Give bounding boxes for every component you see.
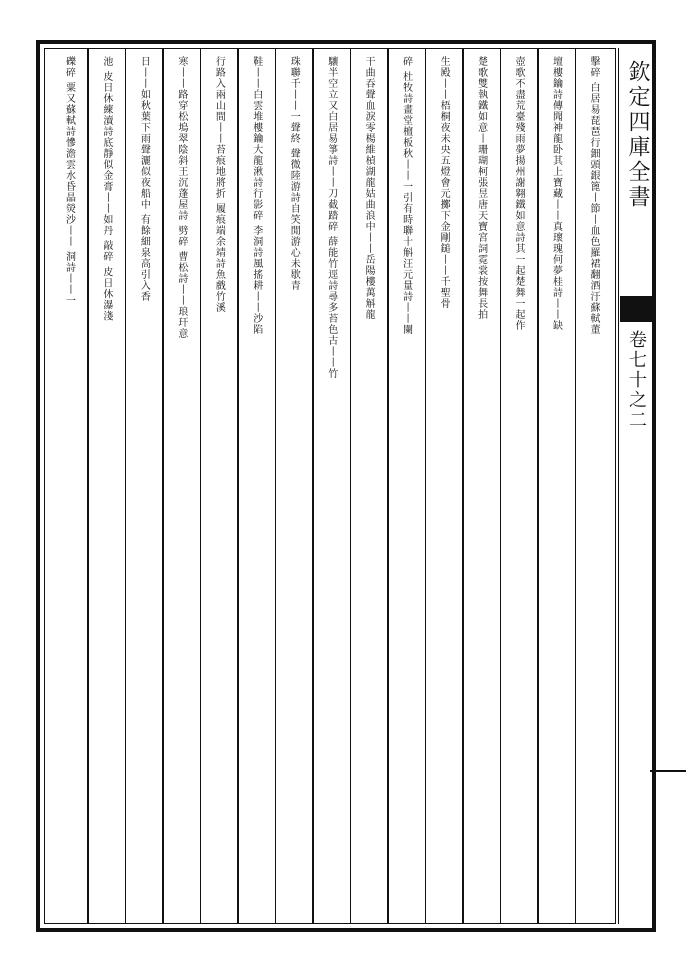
column-rule (575, 48, 577, 924)
text-column: 楚歌雙執鐵如意丨珊瑚柯張昱唐天寶宮詞霓裳按舞長拍 (475, 56, 487, 320)
book-title: 欽定四庫全書 (625, 60, 650, 210)
column-rule (162, 48, 164, 924)
column-rule (350, 48, 352, 924)
text-column: 礫碎 粟又蘇軾詩慘澹雲水昏晶熒沙丨丨 洞詩丨丨一 (63, 56, 75, 307)
text-column: 干曲吞聲血淚零楊維楨湖龍姑曲浪中丨丨岳陽樓萬斛龍 (363, 56, 375, 320)
column-rule (200, 48, 202, 924)
column-rule (462, 48, 464, 924)
column-rule (425, 48, 427, 924)
column-rule (537, 48, 539, 924)
text-column: 行路入兩山間丨丨苔痕地將折 履痕端余靖詩魚戲竹溪 (213, 56, 225, 314)
column-rule (312, 48, 314, 924)
volume-label: 卷七十之二 (626, 330, 647, 430)
column-rule (125, 48, 127, 924)
text-column: 生殿丨丨梧桐夜未央五燈會元擲下金剛鎚丨丨千聖骨 (438, 56, 450, 309)
text-column: 碎 杜牧詩畫堂檀板秋丨丨一引有時聯十斛汪元量詩丨丨闌 (400, 56, 412, 336)
text-column: 珠聯千丨丨一聲終 聲微陸游詩自笑閒游心未歇青 (288, 56, 300, 292)
column-rule (275, 48, 277, 924)
text-column: 日丨丨如秋葉下雨聲灑似夜船中 有餘細泉高引入香 (138, 56, 150, 303)
column-rule (87, 48, 89, 924)
column-rule (500, 48, 502, 924)
column-rule (237, 48, 239, 924)
text-column: 池 皮日休練瀆詩底靜似金膏丨丨如丹 敲碎 皮日休瀑淺 (100, 56, 112, 322)
text-column: 壺歌不盡荒臺殘雨夢揚州謝翱鐵如意詩其一起楚舞一起作 (513, 56, 525, 331)
text-column: 壇樓鑰詩傳聞神龍卧其上寶藏丨丨真瓌瑰何夢桂詩丨丨缺 (550, 56, 562, 331)
text-column: 寒丨丨路穿松塢翠陰斜王沉蓬屋詩 劈碎 曹松詩丨丨琅玕意 (175, 56, 187, 340)
text-column: 擊碎 白居易琵琶行鈿頭銀篦丨節丨血色羅裙翻酒汙蘇軾董 (587, 56, 599, 336)
margin-tick (650, 770, 686, 772)
fishtail-mark (620, 296, 652, 322)
text-column: 鞋丨丨白雲堆樓鑰大龍湫詩行影碎 李洞詩風搖耕丨丨沙陷 (250, 56, 262, 336)
text-column: 驤半空立又白居易箏詩丨丨刀截踏碎 薛能竹逕詩尋多苔色古丨丨竹 (325, 56, 337, 380)
column-rule (387, 48, 389, 924)
